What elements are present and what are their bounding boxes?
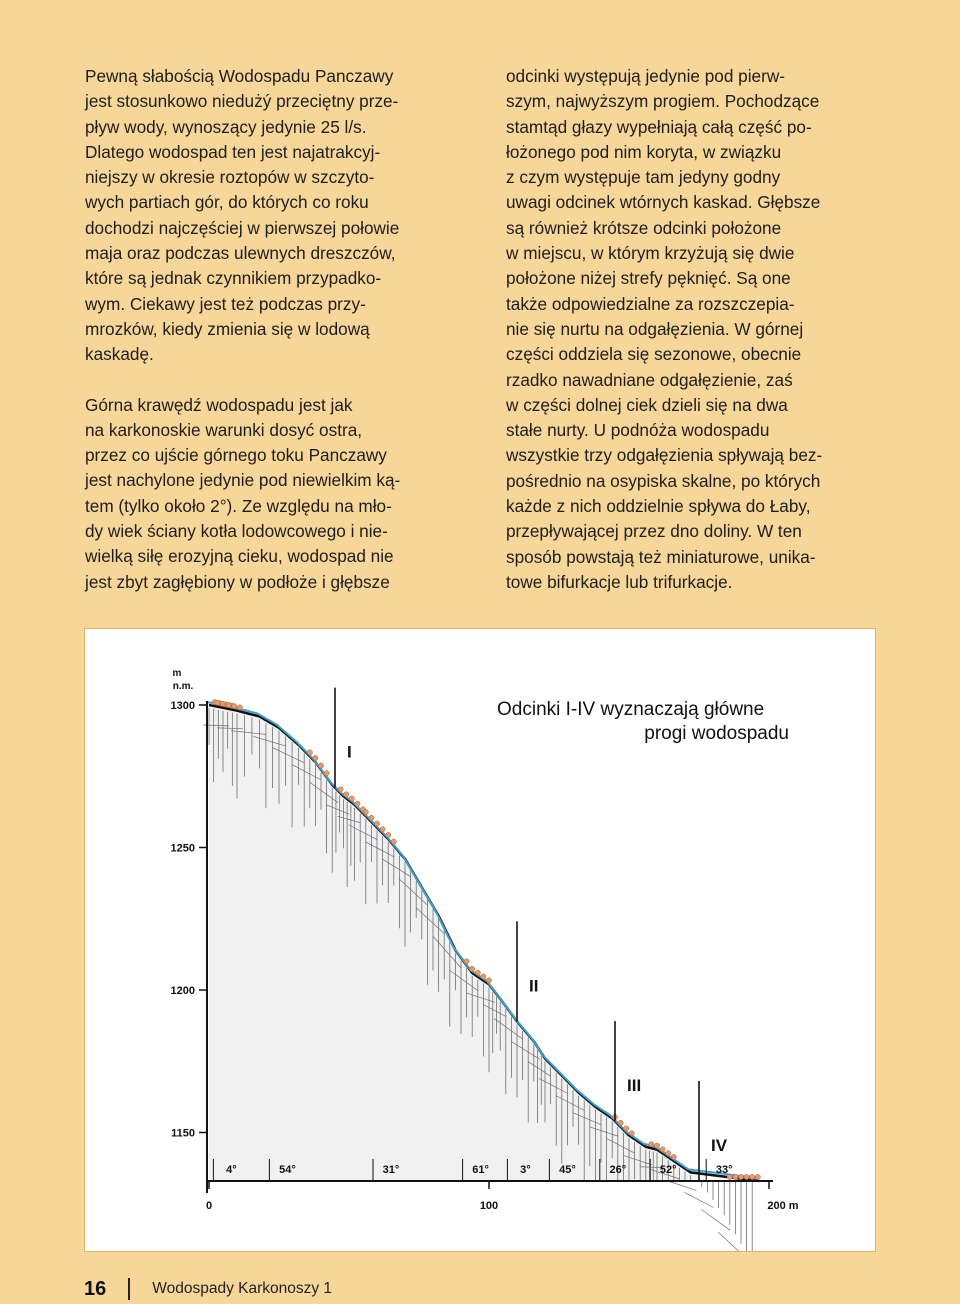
boulder: [380, 827, 385, 832]
threshold-label: III: [627, 1076, 642, 1096]
boulder: [470, 966, 475, 971]
bedding-line: [701, 1210, 730, 1231]
text-line: pośrednio na osypiska skalne, po których: [506, 470, 821, 491]
x-tick-label: 0: [205, 1200, 213, 1212]
text-line: dochodzi najczęściej w pierwszej połowie: [85, 217, 400, 238]
text-line: wych partiach gór, do których co roku: [85, 192, 369, 213]
text-line: towe bifurkacje lub trifurkacje.: [506, 571, 733, 592]
slope-label: 31°: [382, 1164, 400, 1176]
boulder: [744, 1174, 749, 1179]
text-line: uwagi odcinek wtórnych kaskad. Głębsze: [506, 192, 821, 213]
page-number: 16: [84, 1277, 107, 1300]
boulder: [618, 1120, 623, 1125]
boulder: [215, 700, 220, 705]
text-line: są również krótsze odcinki położone: [506, 217, 782, 238]
boulder: [391, 839, 396, 844]
text-line: jest stosunkowo niedużý przeciętny prze-: [85, 91, 399, 112]
boulder: [344, 792, 349, 797]
text-line: łożonego pod nim koryta, w związku: [506, 141, 782, 162]
slope-label: 54°: [279, 1164, 296, 1176]
text-line: sposób powstają też miniaturowe, unika-: [506, 546, 816, 567]
slope-label: 45°: [559, 1164, 576, 1176]
boulder: [666, 1151, 671, 1156]
text-line: szym, najwyższym progiem. Pochodzące: [506, 91, 820, 112]
publication-title: Wodospady Karkonoszy 1: [152, 1280, 333, 1297]
text-line: w części dolnej ciek dzieli się na dwa: [506, 394, 788, 415]
boulder: [733, 1174, 738, 1179]
boulder: [232, 704, 237, 709]
text-line: odcinki występują jedynie pod pierw-: [506, 66, 785, 86]
boulder: [386, 832, 391, 837]
boulder: [738, 1174, 743, 1179]
threshold-label: IV: [711, 1135, 728, 1155]
paragraph: [85, 393, 475, 595]
x-tick-label: 200 m: [767, 1200, 799, 1212]
text-line: przez co ujście górnego toku Panczawy: [85, 445, 387, 466]
boulder: [338, 787, 343, 792]
slope-label: 26°: [609, 1164, 627, 1176]
text-line: Pewną słabością Wodospadu Panczawy: [85, 66, 394, 86]
waterfall-profile-figure: [84, 628, 876, 1252]
text-line: wszystkie trzy odgałęzienia spływają bez-: [506, 445, 823, 466]
boulder: [374, 821, 379, 826]
boulder: [349, 796, 354, 801]
boulder: [654, 1143, 659, 1148]
text-line: na karkonoskie warunki dosyć ostra,: [85, 419, 363, 440]
text-line: które są jednak czynnikiem przypadko-: [85, 268, 382, 289]
text-line: mrozków, kiedy zmienia się w lodową: [85, 318, 370, 339]
right-text-column: [506, 64, 906, 595]
text-line: Dlatego wodospad ten jest najatrakcyj-: [85, 141, 381, 162]
text-line: dy wiek ściany kotła lodowcowego i nie-: [85, 521, 388, 542]
boulder: [237, 705, 242, 710]
y-unit-label: m: [172, 668, 182, 679]
slope-label: 4°: [226, 1164, 237, 1176]
paragraph: [506, 64, 906, 595]
boulder: [324, 771, 329, 776]
boulder: [629, 1131, 634, 1136]
boulder: [660, 1147, 665, 1152]
boulder: [649, 1142, 654, 1147]
boulder: [464, 959, 469, 964]
footer-separator: [128, 1278, 130, 1300]
text-line: Górna krawędź wodospadu jest jak: [85, 394, 353, 415]
boulder: [755, 1174, 760, 1179]
text-line: maja oraz podczas ulewnych dreszczów,: [85, 243, 396, 264]
boulder: [313, 755, 318, 760]
boulder: [481, 974, 486, 979]
y-tick-label: 1150: [171, 1127, 195, 1140]
text-line: z czym występuje tam jedyny godny: [506, 167, 781, 188]
text-line: w miejscu, w którym krzyżują się dwie: [506, 243, 795, 264]
bedding-line: [718, 1232, 747, 1251]
text-line: części oddziela się sezonowe, obecnie: [506, 344, 802, 365]
text-line: stałe nurty. U podnóża wodospadu: [506, 420, 770, 441]
text-line: rzadko nawadniane odgałęzienie, zaś: [506, 369, 793, 390]
profile-chart: [85, 629, 875, 1251]
y-tick-label: 1300: [170, 700, 195, 712]
boulder: [318, 763, 323, 768]
left-text-column: [85, 64, 475, 595]
boulder: [307, 750, 312, 755]
text-line: przepływającej przez dno doliny. W ten: [506, 521, 802, 542]
boulder: [624, 1126, 629, 1131]
page-footer: [84, 1274, 332, 1304]
rock-hatching: [209, 705, 769, 1181]
rock-body: [209, 705, 769, 1181]
slope-label: 33°: [715, 1164, 733, 1176]
boulder: [363, 810, 368, 815]
boulder: [220, 701, 225, 706]
text-line: niejszy w okresie roztopów w szczyto-: [85, 167, 375, 188]
slope-label: 61°: [472, 1164, 489, 1176]
boulder: [486, 978, 491, 983]
bedding-line: [685, 1192, 714, 1207]
boulder: [671, 1154, 676, 1159]
text-line: położone niżej strefy pęknięć. Są one: [506, 268, 791, 289]
boulder: [355, 801, 360, 806]
text-line: jest zbyt zagłębiony w podłoże i głębsze: [85, 571, 390, 592]
boulder: [369, 815, 374, 820]
threshold-label: I: [347, 742, 352, 762]
text-line: także odpowiedzialne za rozszczepia-: [506, 293, 795, 314]
slope-label: 52°: [659, 1164, 677, 1176]
text-line: pływ wody, wynoszący jedynie 25 l/s.: [85, 116, 367, 137]
y-tick-label: 1250: [170, 842, 195, 855]
text-line: kaskadę.: [85, 344, 154, 365]
boulder: [750, 1174, 755, 1179]
y-unit-label-2: n.m.: [172, 681, 194, 692]
figure-caption-line-2: progi wodospadu: [644, 723, 789, 744]
bedding-line: [668, 1181, 697, 1190]
text-line: wym. Ciekawy jest też podczas przy-: [85, 293, 366, 314]
threshold-label: II: [529, 976, 539, 996]
text-line: nie się nurtu na odgałęzienia. W górnej: [506, 318, 804, 339]
figure-caption-line-1: Odcinki I-IV wyznaczają główne: [497, 699, 765, 720]
text-line: każde z nich oddzielnie spływa do Łaby,: [506, 496, 811, 517]
text-line: tem (tylko około 2°). Ze względu na mło-: [85, 495, 392, 516]
x-tick-label: 100: [479, 1200, 499, 1212]
paragraph: [85, 64, 475, 368]
boulder: [475, 970, 480, 975]
y-tick-label: 1200: [170, 985, 195, 997]
boulder: [226, 702, 231, 707]
slope-label: 3°: [520, 1164, 531, 1176]
text-line: wielką siłę erozyjną cieku, wodospad nie: [85, 546, 394, 567]
text-line: jest nachylone jedynie pod niewielkim ką-: [85, 470, 401, 491]
text-line: stamtąd głazy wypełniają całą część po-: [506, 116, 812, 137]
